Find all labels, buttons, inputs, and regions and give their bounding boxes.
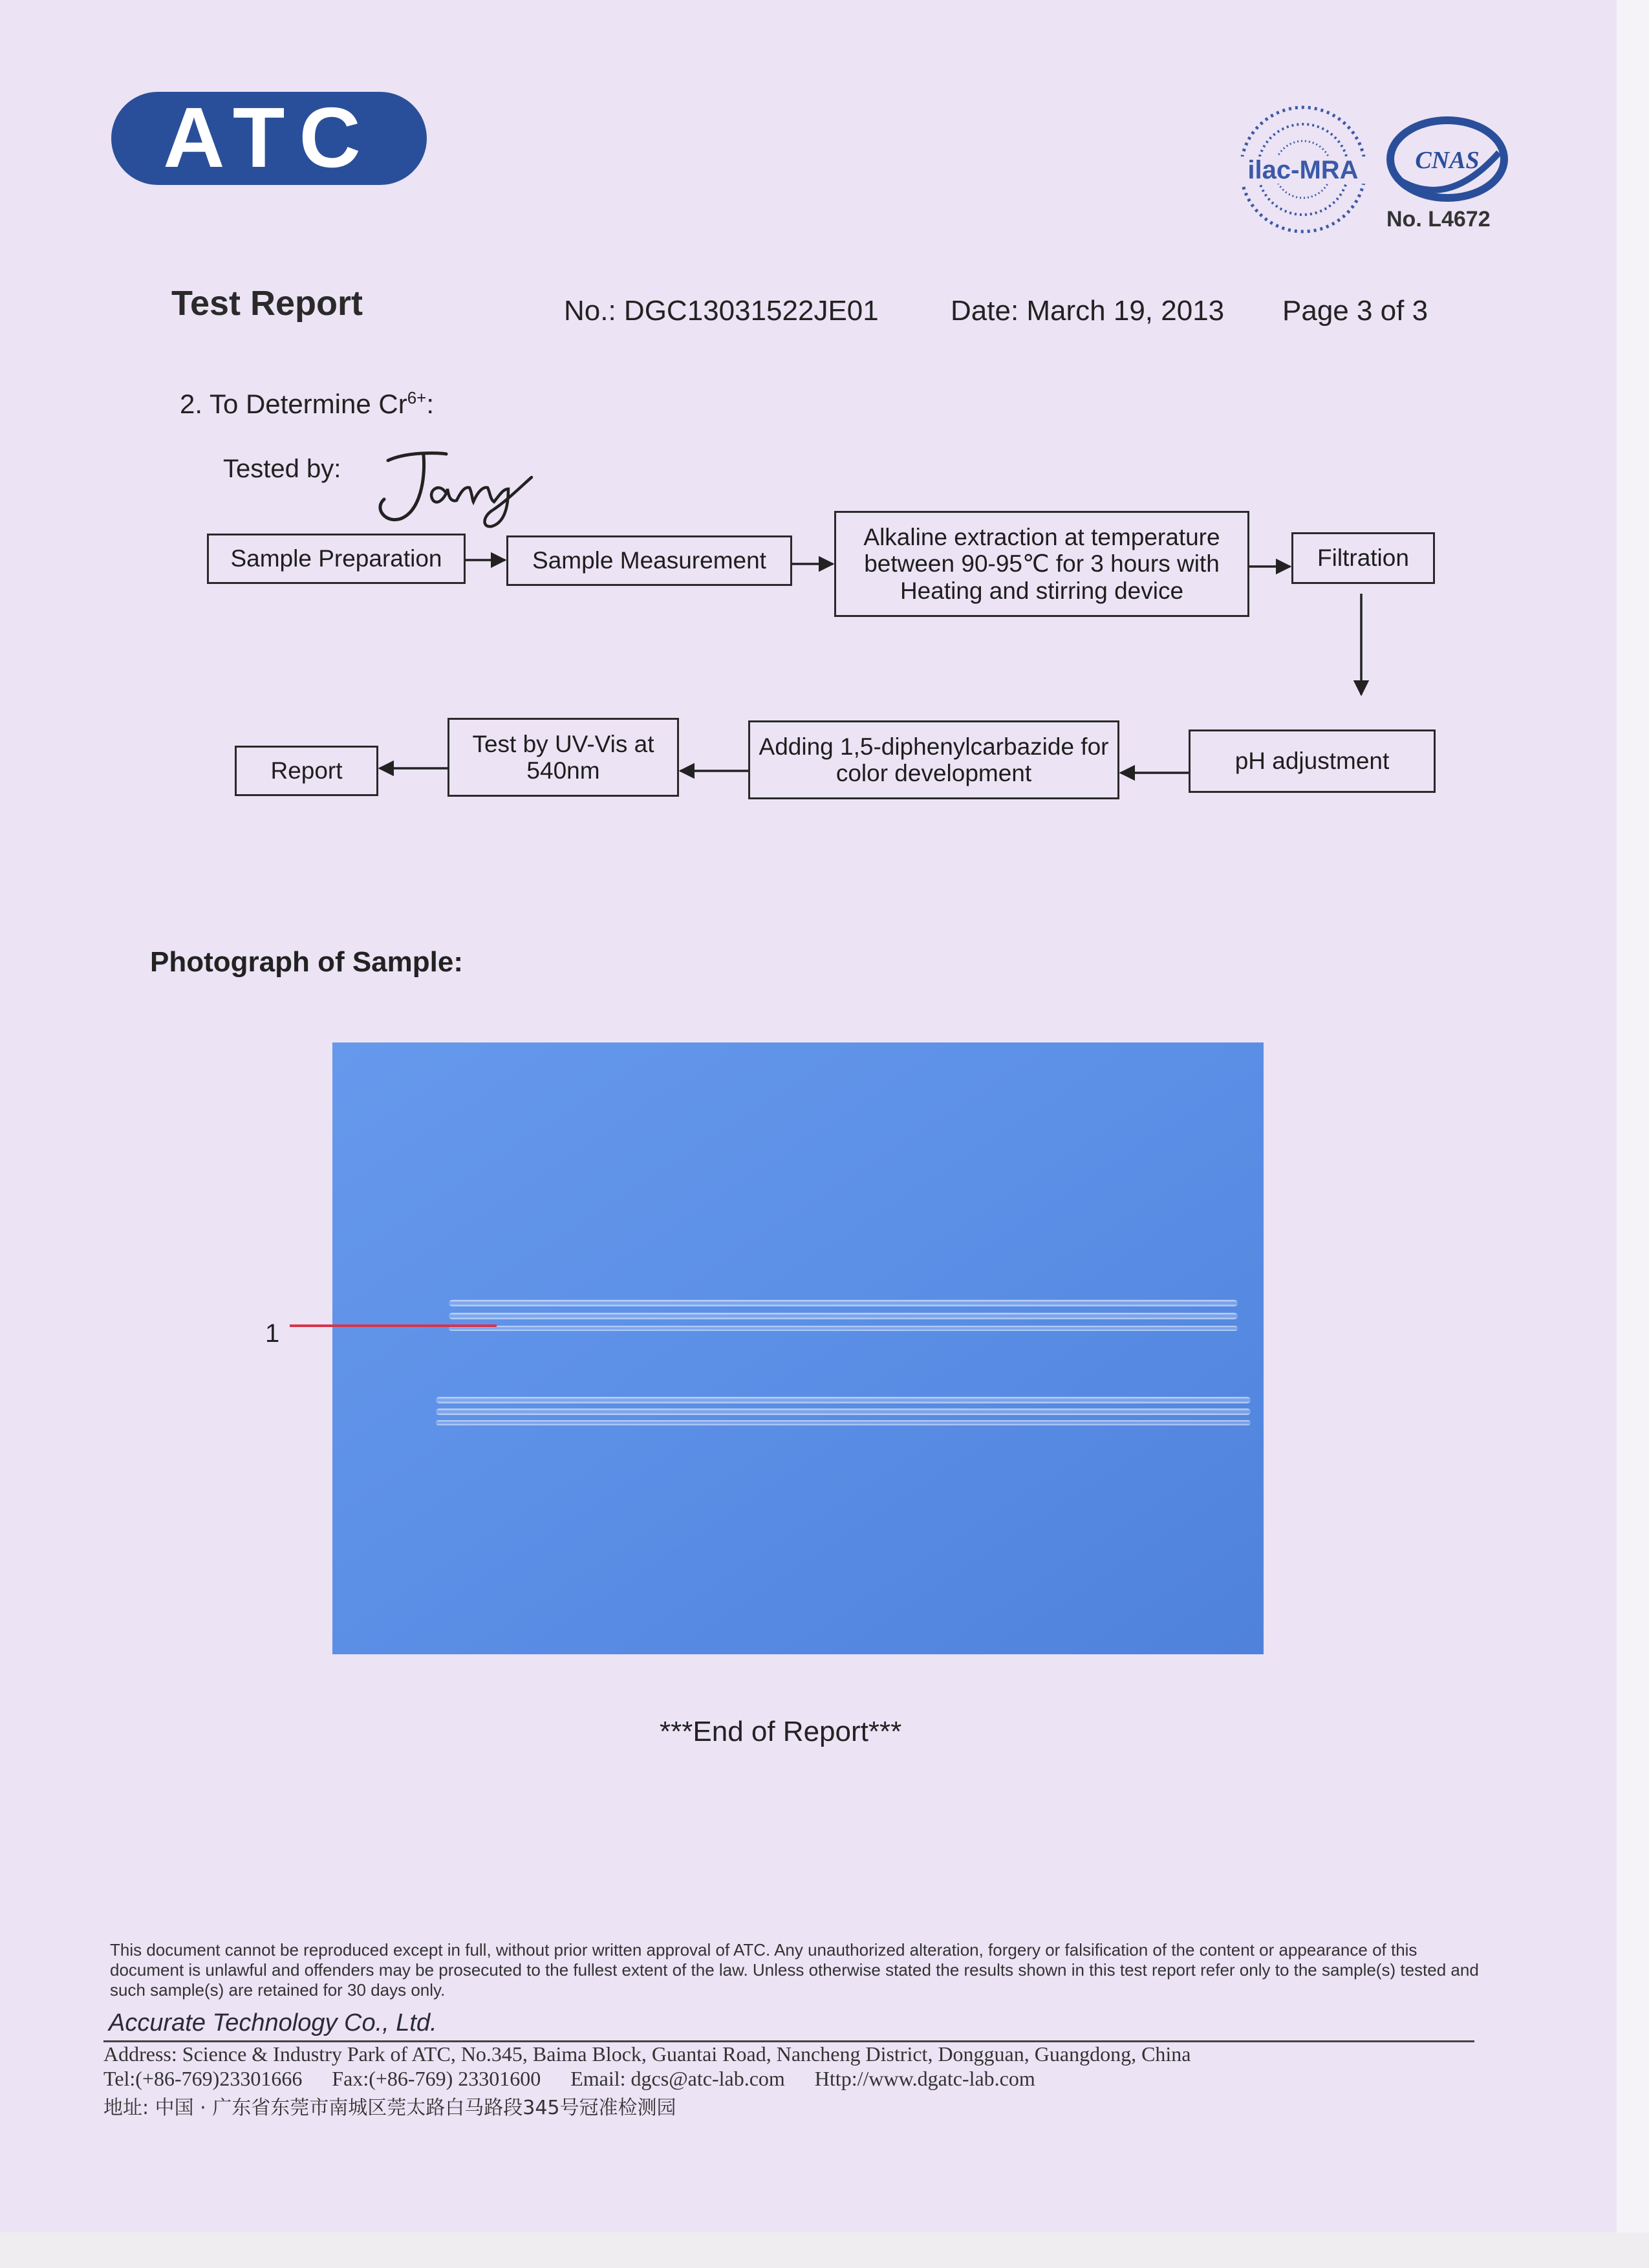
- flow-step-color-development: Adding 1,5-diphenylcarbazide for color development: [748, 720, 1119, 799]
- ilac-seal-text: ilac-MRA: [1247, 156, 1359, 184]
- section-title-suffix: :: [426, 389, 435, 419]
- section-title-prefix: 2. To Determine Cr: [180, 389, 407, 419]
- sample-label-1: 1: [265, 1319, 280, 1348]
- company-name: Accurate Technology Co., Ltd.: [109, 2009, 437, 2036]
- tested-by-label: Tested by:: [223, 455, 341, 483]
- accreditation-number: No. L4672: [1386, 207, 1491, 232]
- page-indicator: Page 3 of 3: [1282, 295, 1428, 327]
- cnas-seal-text: CNAS: [1415, 147, 1480, 174]
- cnas-seal: [1384, 114, 1511, 211]
- sample-photograph: [332, 1042, 1264, 1654]
- footer-fax: Fax:(+86-769) 23301600: [332, 2067, 541, 2090]
- photo-title: Photograph of Sample:: [150, 946, 463, 978]
- end-of-report: ***End of Report***: [660, 1716, 902, 1747]
- flow-step-alkaline-extraction: Alkaline extraction at temperature between 90-95℃ for 3 hours with Heating and stirring device: [834, 511, 1249, 617]
- flow-step-uv-vis-test: Test by UV-Vis at 540nm: [447, 718, 679, 797]
- footer-address-chinese: 地址: 中国 · 广东省东莞市南城区莞太路白马路段345号冠准检测园: [103, 2097, 676, 2119]
- atc-logo: [110, 91, 428, 186]
- logo-text: ATC: [163, 91, 375, 185]
- flow-step-sample-preparation: Sample Preparation: [207, 534, 466, 584]
- footer-website[interactable]: Http://www.dgatc-lab.com: [814, 2067, 1035, 2090]
- paper-edge: [1617, 0, 1649, 2268]
- section-title: [180, 388, 434, 420]
- ilac-mra-seal: [1235, 105, 1371, 234]
- section-title-superscript: 6+: [407, 388, 427, 407]
- flow-step-report: Report: [235, 746, 378, 796]
- report-number: No.: DGC13031522JE01: [564, 295, 879, 327]
- signature: [362, 446, 543, 530]
- flow-step-ph-adjustment: pH adjustment: [1189, 729, 1436, 793]
- footer-address: Address: Science & Industry Park of ATC, No.345, Baima Block, Guantai Road, Nancheng District, Dongguan, Guangdong, China: [103, 2042, 1191, 2066]
- sample-pointer-line: [290, 1319, 497, 1332]
- footer-contact: [103, 2067, 1060, 2091]
- flow-step-filtration: Filtration: [1291, 532, 1435, 584]
- paper-bottom-edge: [0, 2232, 1649, 2268]
- report-date: Date: March 19, 2013: [951, 295, 1225, 327]
- footer-email[interactable]: Email: dgcs@atc-lab.com: [570, 2067, 785, 2090]
- flow-step-sample-measurement: Sample Measurement: [506, 535, 792, 586]
- disclaimer-text: This document cannot be reproduced except in full, without prior written approval of ATC. Any unauthorized alteration, forgery or falsification of the content or appearance of this document is unlawful and offenders may be prosecuted to the fullest extent of the law. Unless otherwise stated the results shown in this test report refer only to the sample(s) tested and such sample(s) are retained for 30 days only.: [110, 1940, 1479, 2000]
- sample-tube-lower: [436, 1397, 1251, 1425]
- report-title: Test Report: [171, 284, 363, 323]
- footer-tel: Tel:(+86-769)23301666: [103, 2067, 303, 2090]
- sample-tube-upper: [449, 1300, 1238, 1331]
